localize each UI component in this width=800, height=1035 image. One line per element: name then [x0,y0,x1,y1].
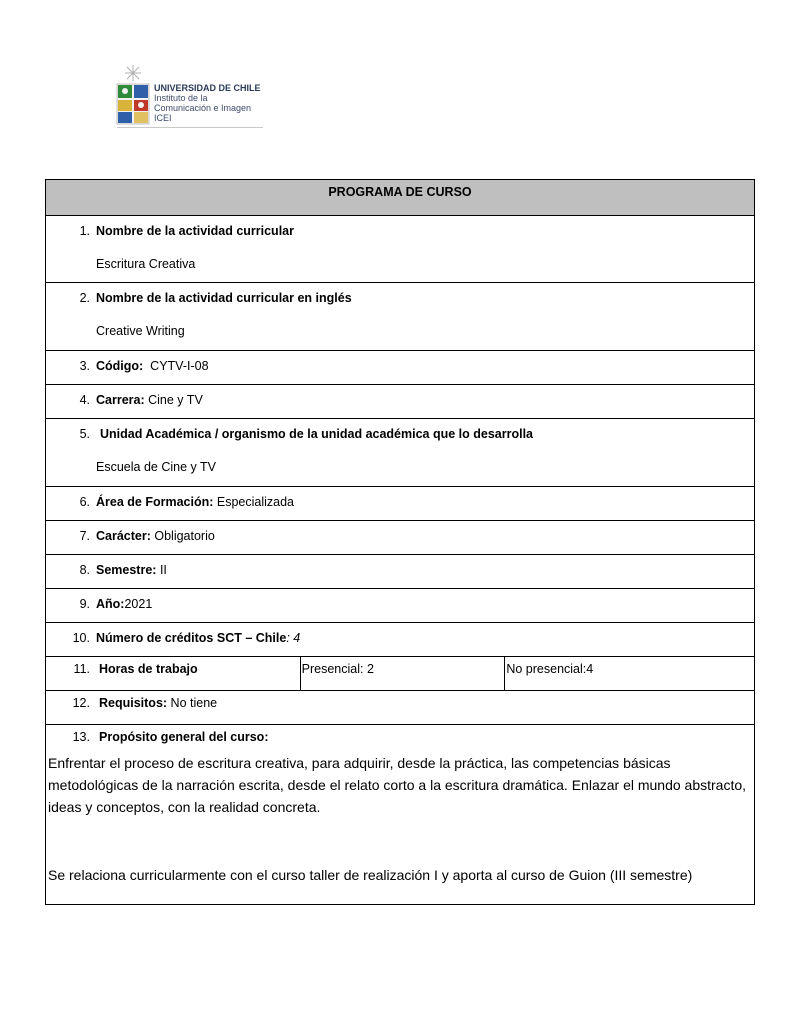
row-year [46,589,755,623]
row-label: Área de Formación: [96,495,214,509]
row-number: 4. [79,393,90,407]
row-career [46,385,755,419]
row-label: Carrera: [96,393,145,407]
row-label: Año: [96,597,125,611]
row-label: Número de créditos SCT – Chile [96,631,287,645]
logo-line-2: Comunicación e Imagen [154,103,252,113]
row-code [46,351,755,385]
row-value: : 4 [286,631,301,645]
row-label: Horas de trabajo [99,662,198,676]
program-table [45,179,755,905]
purpose-paragraph: Enfrentar el proceso de escritura creativa, para adquirir, desde la práctica, las competencias básicas metodológicas de la narración escrita, desde el relato corto a la escritura dramática. Enlazar el mundo abstracto, ideas y conceptos, con la realidad concreta. [48,755,747,815]
row-purpose [46,725,755,905]
row-value: Escuela de Cine y TV [96,460,216,474]
row-number: 1. [79,224,90,238]
row-requirements [46,691,755,725]
row-training-area [46,487,755,521]
row-label: Nombre de la actividad curricular en inglés [96,291,352,305]
presencial-value: Presencial: 2 [301,662,374,676]
logo-university: UNIVERSIDAD DE CHILE [154,83,261,93]
logo-line-3: ICEI [154,113,172,123]
row-label: Código: [96,359,144,373]
row-number: 13. [72,730,90,744]
row-label: Propósito general del curso: [99,730,269,744]
row-label: Nombre de la actividad curricular [96,224,294,238]
row-course-name-english [46,283,755,351]
row-number: 10. [72,631,90,645]
row-number: 2. [79,291,90,305]
row-number: 11. [73,662,90,676]
row-value: Obligatorio [154,529,215,543]
row-character [46,521,755,555]
row-value: Cine y TV [148,393,203,407]
row-number: 9. [79,597,90,611]
row-academic-unit [46,419,755,487]
presencial-cell [300,657,505,691]
row-label: Requisitos: [99,696,168,710]
no-presencial-value: No presencial:4 [506,662,594,676]
row-label: Carácter: [96,529,151,543]
row-number: 3. [79,359,90,373]
relation-paragraph: Se relaciona curricularmente con el curso taller de realización I y aporta al curso de Guion (III semestre) [48,867,693,883]
row-number: 6. [79,495,90,509]
row-number: 8. [79,563,90,577]
row-number: 5. [79,427,90,441]
row-number: 12. [72,696,90,710]
row-value: Creative Writing [96,324,185,338]
logo-line-1: Instituto de la [154,93,208,103]
no-presencial-cell [505,657,755,691]
row-value: Escritura Creativa [96,257,196,271]
table-header: PROGRAMA DE CURSO [46,180,755,216]
row-value: Especializada [216,495,295,509]
row-label: Unidad Académica / organismo de la unidad académica que lo desarrolla [100,427,534,441]
row-number: 7. [79,529,90,543]
row-credits [46,623,755,657]
row-semester [46,555,755,589]
logo-text [154,83,261,123]
row-work-hours [46,657,301,691]
row-course-name [46,216,755,283]
row-label: Semestre: [96,563,157,577]
row-value: CYTV-I-08 [150,359,209,373]
logo-underline [117,127,263,128]
row-value: No tiene [170,696,218,710]
row-value: II [159,563,167,577]
row-value: 2021 [124,597,153,611]
university-logo [113,62,263,132]
university-crest-icon [113,62,153,128]
